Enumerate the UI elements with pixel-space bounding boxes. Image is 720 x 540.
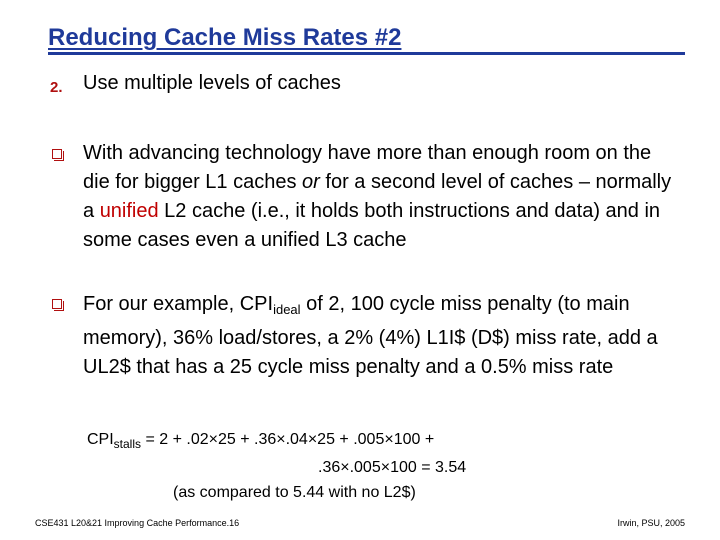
item-text: Use multiple levels of caches [83, 72, 341, 94]
bullet-box-icon [52, 299, 62, 309]
footer-right: Irwin, PSU, 2005 [617, 518, 685, 528]
equation-line-2: .36×.005×100 = 3.54 [318, 459, 467, 476]
bullet-box-icon [52, 149, 62, 159]
equation-line-1: $CPI_{stalls} = 2 + .02\times 25 + .36\times.04\times 25 + .005\times 100$ + [87, 431, 435, 451]
footer-left: CSE431 L20&21 Improving Cache Performance.16 [35, 518, 240, 528]
title-underline [48, 52, 685, 55]
slide-title: Reducing Cache Miss Rates #2 [48, 24, 402, 51]
bullet-paragraph-2: For our example, $CPI_{ideal}$ of 2, 100 cycle miss penalty (to main memory), 36% load/stores, a 2% (4%) L1I$ (D$) miss rate, add a UL2$ that has a 25 cycle miss penalty and a 0.5% miss rate [83, 293, 658, 378]
item-number: 2. [50, 79, 63, 96]
equation-line-3: (as compared to 5.44 with no L2$) [173, 484, 416, 501]
bullet-paragraph-1: With advancing technology have more than enough room on the die for bigger L1 caches or for a second level of caches – normally a unified L2 cache (i.e., it holds both instructions and data) and in some cases even a unified L3 cache [83, 142, 672, 251]
